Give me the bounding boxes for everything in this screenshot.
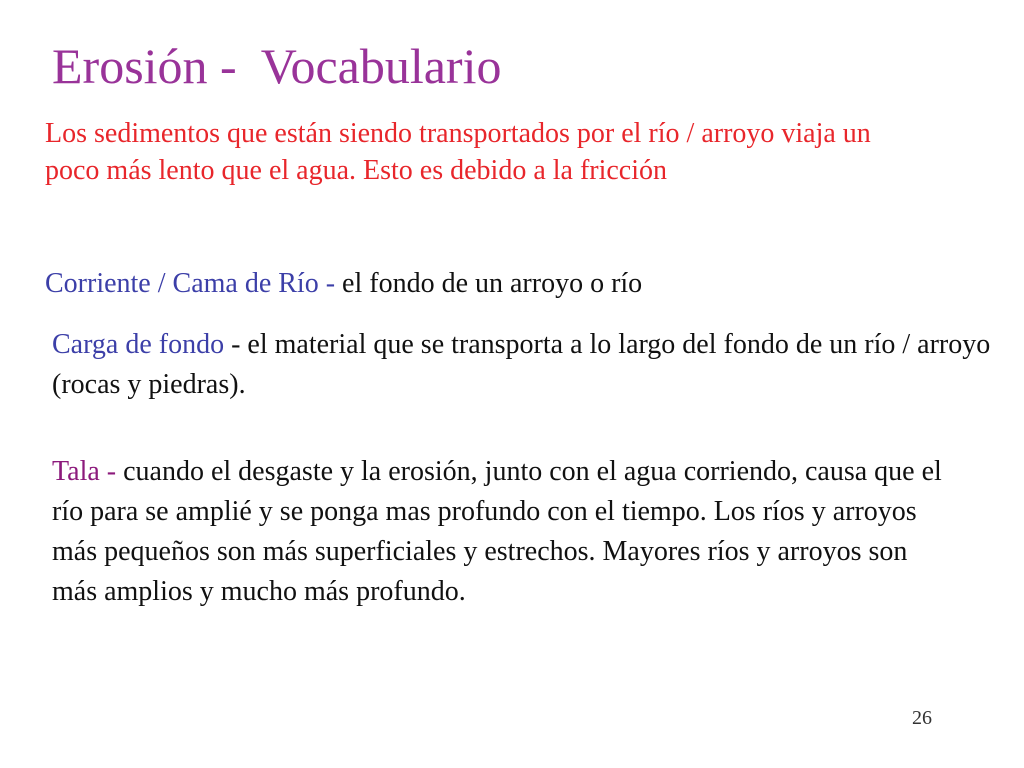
- definition-corriente: [45, 264, 985, 304]
- definition-tala: [52, 452, 952, 612]
- page-number: 26: [912, 707, 932, 729]
- definition-text: - el material que se transporta a lo largo del fondo de un río / arroyo (rocas y piedras).: [52, 329, 991, 400]
- definition-text: cuando el desgaste y la erosión, junto con el agua corriendo, causa que el río para se amplié y se ponga mas profundo con el tiempo. Los ríos y arroyos más pequeños son más superficiales y estrechos. Mayores ríos y arroyos son más amplios y mucho más profundo.: [52, 456, 942, 607]
- term-label: Corriente / Cama de Río -: [45, 268, 336, 299]
- slide-title: Erosión - Vocabulario: [52, 38, 502, 94]
- definition-carga-de-fondo: [52, 325, 992, 405]
- term-label: Tala -: [52, 456, 117, 487]
- definition-text: el fondo de un arroyo o río: [335, 268, 643, 299]
- intro-paragraph: Los sedimentos que están siendo transportados por el río / arroyo viaja un poco más lento que el agua. Esto es debido a la fricción: [45, 118, 871, 186]
- term-label: Carga de fondo: [52, 329, 225, 360]
